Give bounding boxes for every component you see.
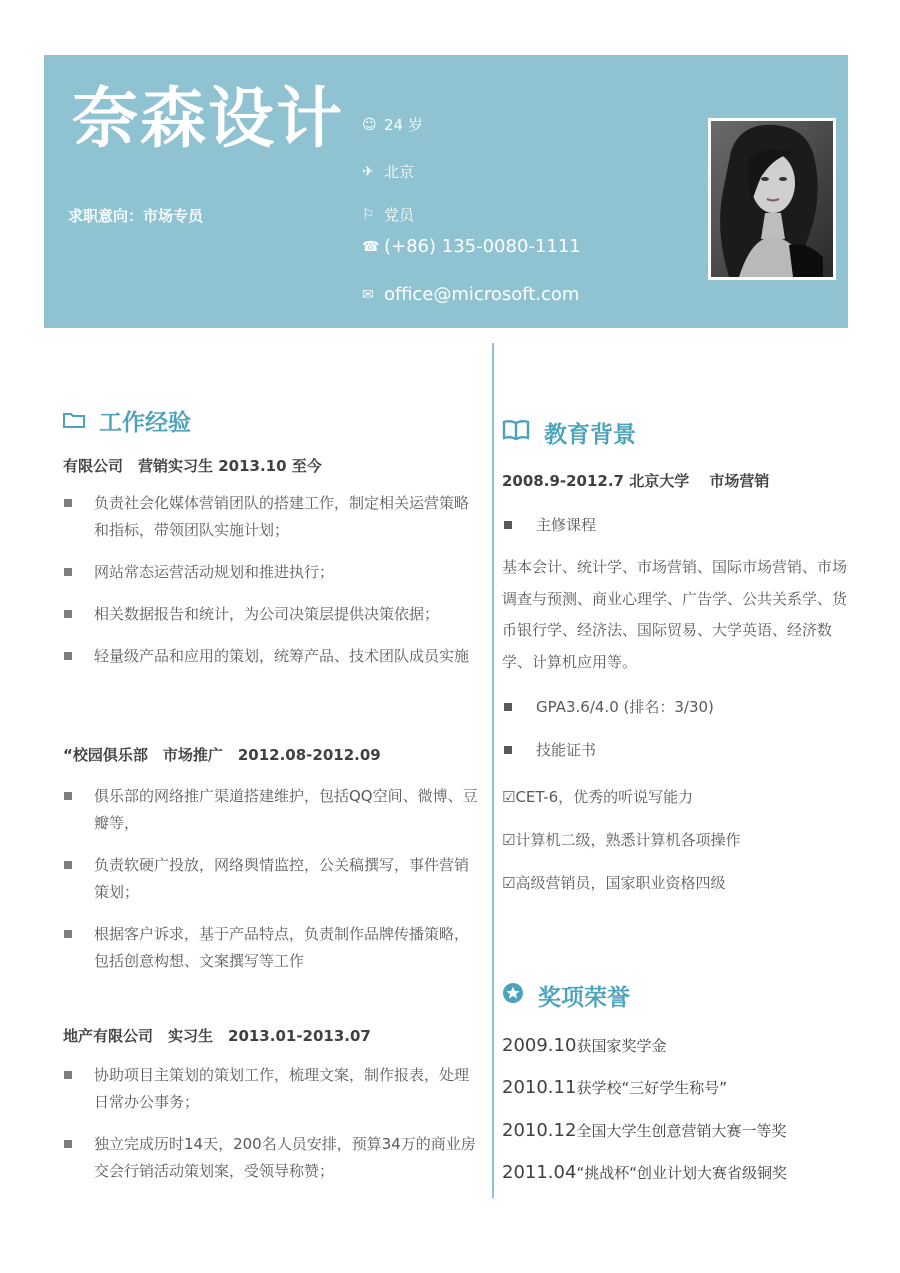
bullet-square	[504, 521, 512, 529]
phone-row	[362, 236, 581, 257]
bullet-square	[64, 930, 72, 938]
cert-item-2: ☑计算机二级，熟悉计算机各项操作	[502, 831, 741, 849]
profile-photo	[708, 118, 836, 280]
list-item: 相关数据报告和统计，为公司决策层提供决策依据；	[63, 601, 481, 628]
job-3-list	[63, 1062, 481, 1200]
bullet-square	[504, 746, 512, 754]
party-row	[362, 204, 414, 225]
column-divider	[492, 343, 494, 1198]
work-title-text: 工作经验	[99, 410, 191, 436]
age-row	[362, 114, 423, 135]
courses-label: 主修课程	[502, 514, 596, 535]
award-item-3: 2010.12全国大学生创意营销大赛一等奖	[502, 1120, 787, 1141]
job-head-2: “校园俱乐部 市场推广 2012.08-2012.09	[63, 746, 381, 764]
age-value: 24 岁	[384, 116, 423, 134]
job-intent: 求职意向：市场专员	[68, 207, 204, 225]
cert-item-1: ☑CET-6，优秀的听说写能力	[502, 788, 694, 806]
education-title-text: 教育背景	[544, 422, 636, 448]
smiley-icon: ☺	[362, 116, 377, 133]
bullet-square	[64, 861, 72, 869]
job-1-list	[63, 490, 481, 685]
bullet-square	[64, 568, 72, 576]
star-circle-icon	[502, 982, 524, 1010]
cert-item-3: ☑高级营销员，国家职业资格四级	[502, 874, 726, 892]
list-item: 网站常态运营活动规划和推进执行；	[63, 559, 481, 586]
bullet-square	[64, 610, 72, 618]
job-2-list	[63, 783, 481, 990]
awards-title-text: 奖项荣誉	[538, 985, 630, 1011]
bullet-square	[64, 792, 72, 800]
list-item: 根据客户诉求，基于产品特点，负责制作品牌传播策略，包括创意构想、文案撰写等工作	[63, 921, 481, 975]
list-item: 俱乐部的网络推广渠道搭建维护，包括QQ空间、微博、豆瓣等，	[63, 783, 481, 837]
award-item-4: 2011.04“挑战杯“创业计划大赛省级铜奖	[502, 1162, 787, 1183]
city-row	[362, 161, 414, 182]
book-icon	[502, 419, 530, 447]
award-item-1: 2009.10获国家奖学金	[502, 1035, 667, 1056]
bullet-square	[64, 1140, 72, 1148]
header-banner	[44, 55, 848, 328]
bullet-square	[64, 1071, 72, 1079]
education-section-title	[502, 416, 636, 449]
flag-icon: ⚐	[362, 206, 375, 223]
award-item-2: 2010.11获学校“三好学生称号”	[502, 1077, 727, 1098]
email-row	[362, 284, 579, 305]
list-item: 独立完成历时14天，200名人员安排，预算34万的商业房交会行销活动策划案，受领导称赞；	[63, 1131, 481, 1185]
job-head-3: 地产有限公司 实习生 2013.01-2013.07	[63, 1027, 371, 1045]
list-item: 轻量级产品和应用的策划，统筹产品、技术团队成员实施	[63, 643, 481, 670]
skills-label: 技能证书	[502, 739, 596, 760]
gpa-line: GPA3.6/4.0 (排名：3/30)	[502, 696, 714, 717]
bullet-square	[504, 703, 512, 711]
envelope-icon: ✉	[362, 286, 374, 303]
list-item: 负责软硬广投放，网络舆情监控，公关稿撰写，事件营销策划；	[63, 852, 481, 906]
education-head: 2008.9-2012.7 北京大学 市场营销	[502, 472, 770, 490]
phone-value: (+86) 135-0080-1111	[384, 236, 581, 257]
phone-icon: ☎	[362, 238, 380, 255]
list-item: 负责社会化媒体营销团队的搭建工作，制定相关运营策略和指标，带领团队实施计划；	[63, 490, 481, 544]
work-section-title	[63, 404, 191, 437]
courses-text: 基本会计、统计学、市场营销、国际市场营销、市场调查与预测、商业心理学、广告学、公共关系学、货币银行学、经济法、国际贸易、大学英语、经济数学、计算机应用等。	[502, 558, 848, 671]
folder-icon	[63, 408, 85, 434]
party-value: 党员	[384, 206, 415, 224]
bullet-square	[64, 499, 72, 507]
email-value: office@microsoft.com	[384, 284, 580, 305]
plane-icon: ✈	[362, 163, 374, 180]
city-value: 北京	[384, 163, 415, 181]
bullet-square	[64, 652, 72, 660]
job-head-1: 有限公司 营销实习生 2013.10 至今	[63, 457, 322, 475]
awards-section-title	[502, 979, 630, 1012]
list-item: 协助项目主策划的策划工作，梳理文案，制作报表，处理日常办公事务；	[63, 1062, 481, 1116]
candidate-name: 奈森设计	[72, 80, 344, 157]
